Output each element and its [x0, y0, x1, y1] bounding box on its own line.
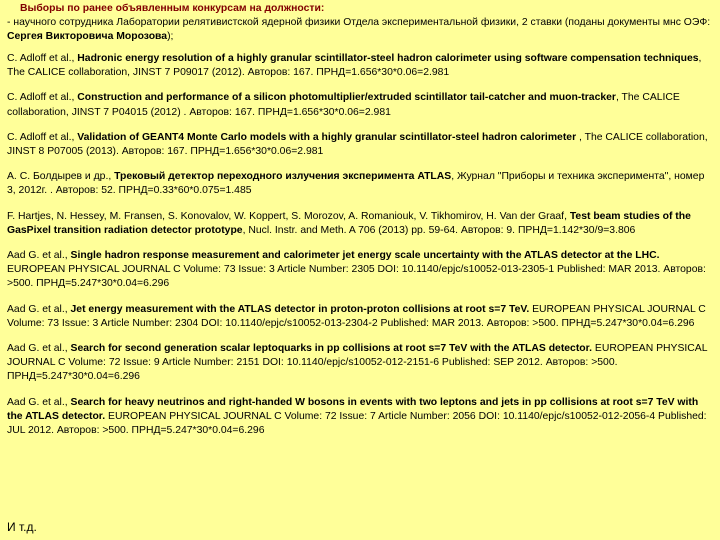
header-text-post: ); — [167, 31, 174, 42]
publication-title: Validation of GEANT4 Monte Carlo models with a highly granular scintillator-steel hadron calorimeter — [77, 131, 577, 143]
publication-title: Single hadron response measurement and calorimeter jet energy scale uncertainty with the ATLAS detector at the LHC. — [70, 250, 660, 262]
publication-authors: C. Adloff et al., — [7, 131, 78, 143]
publication-title: Test beam studies of the GasPixel transition radiation detector prototype — [7, 210, 691, 236]
header-text-pre: - научного сотрудника Лаборатории релятивистской ядерной физики Отдела экспериментальной физики, 2 ставки (поданы документы мнс ОЭФ: — [7, 17, 711, 28]
publication-details: , Журнал "Приборы и техника эксперимента", номер 3, 2012г. . Авторов: 52. ПРНД=0.33*60*0.075=1.485 — [7, 171, 705, 197]
publication-title: Construction and performance of a silicon photomultiplier/extruded scintillator tail-catcher and muon-tracker — [77, 92, 616, 104]
publication-authors: Aad G. et al., — [7, 250, 71, 262]
publication-authors: Aad G. et al., — [7, 303, 71, 315]
publication-entry — [7, 91, 714, 119]
publication-list — [7, 52, 714, 438]
publication-details: EUROPEAN PHYSICAL JOURNAL C Volume: 72 Issue: 7 Article Number: 2056 DOI: 10.1140/epjc/s10052-012-2056-4 Published: JUL 2012. Авторов: >500. ПРНД=5.247*30*0.04=6.296 — [7, 410, 707, 437]
publication-title: Hadronic energy resolution of a highly granular scintillator-steel hadron calorimeter using software compensation techniques — [77, 53, 699, 64]
publication-title: Search for second generation scalar leptoquarks in pp collisions at root s=7 TeV with the ATLAS detector. — [70, 343, 593, 355]
header — [7, 2, 714, 44]
publication-entry — [7, 396, 714, 439]
publication-details: , The CALICE collaboration, JINST 7 P04015 (2012) . Авторов: 167. ПРНД=1.656*30*0.06=2.981 — [7, 92, 680, 118]
publication-entry — [7, 210, 714, 238]
publication-details: , The CALICE collaboration, JINST 8 P07005 (2013). Авторов: 167. ПРНД=1.656*30*0.06=2.981 — [7, 131, 708, 158]
publication-authors: F. Hartjes, N. Hessey, M. Fransen, S. Konovalov, W. Koppert, S. Morozov, A. Romaniouk, V. Tikhomirov, H. Van der Graaf, — [7, 210, 570, 222]
publication-entry — [7, 170, 714, 198]
publication-entry — [7, 249, 714, 292]
publication-title: Трековый детектор переходного излучения эксперимента ATLAS — [114, 171, 452, 183]
publication-entry — [7, 342, 714, 385]
publication-details: EUROPEAN PHYSICAL JOURNAL C Volume: 72 Issue: 9 Article Number: 2151 DOI: 10.1140/epjc/s10052-012-2151-6 Published: SEP 2012. Авторов: >500. ПРНД=5.247*30*0.04=6.296 — [7, 343, 708, 383]
publication-authors: Aad G. et al., — [7, 396, 71, 408]
publication-details: , The CALICE collaboration, JINST 7 P09017 (2012). Авторов: 167. ПРНД=1.656*30*0.06=2.981 — [7, 53, 702, 79]
publication-entry — [7, 131, 714, 159]
candidate-name: Сергея Викторовича Морозова — [7, 31, 168, 42]
header-title: Выборы по ранее объявленным конкурсам на должности: — [20, 3, 325, 14]
publication-authors: C. Adloff et al., — [7, 53, 78, 64]
publication-authors: Aad G. et al., — [7, 343, 71, 355]
publication-details: EUROPEAN PHYSICAL JOURNAL C Volume: 73 Issue: 3 Article Number: 2305 DOI: 10.1140/epjc/s10052-013-2305-1 Published: MAR 2013. Авторов: >500. ПРНД=5.247*30*0.04=6.296 — [7, 264, 706, 290]
publication-authors: C. Adloff et al., — [7, 92, 78, 104]
publication-entry — [7, 52, 714, 80]
publication-details: EUROPEAN PHYSICAL JOURNAL C Volume: 73 Issue: 3 Article Number: 2304 DOI: 10.1140/epjc/s10052-013-2304-2 Published: MAR 2013. Авторов: >500. ПРНД=5.247*30*0.04=6.296 — [7, 303, 706, 329]
publication-title: Jet energy measurement with the ATLAS detector in proton-proton collisions at root s=7 TeV. — [70, 303, 530, 315]
publication-title: Search for heavy neutrinos and right-handed W bosons in events with two leptons and jets in pp collisions at root s=7 TeV with the ATLAS detector. — [7, 396, 699, 422]
publication-entry — [7, 303, 714, 331]
footer-etc: И т.д. — [7, 520, 37, 534]
publication-authors: А. С. Болдырев и др., — [7, 171, 115, 183]
publication-details: , Nucl. Instr. and Meth. A 706 (2013) pp. 59-64. Авторов: 9. ПРНД=1.142*30/9=3.806 — [242, 224, 636, 236]
